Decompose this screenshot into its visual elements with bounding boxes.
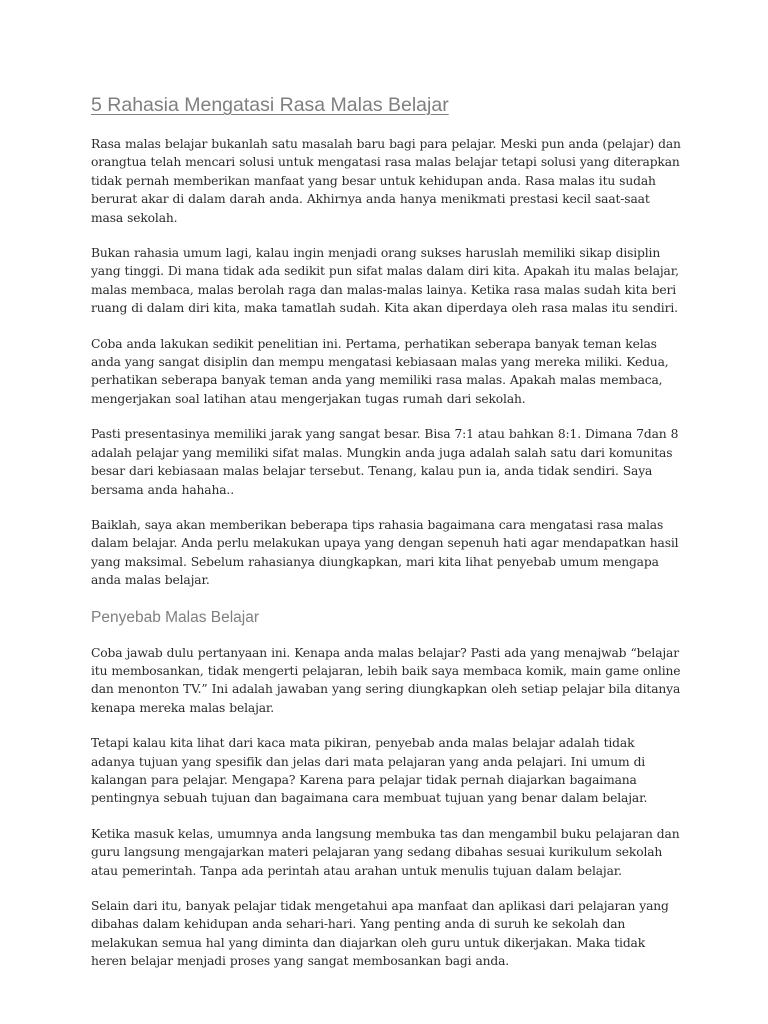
section-paragraph-4: Selain dari itu, banyak pelajar tidak mengetahui apa manfaat dan aplikasi dari pelajaran yang dibahas dalam kehidupan anda sehari-hari. Yang penting anda di suruh ke sekolah dan melakukan semua hal yang diminta dan diajarkan oleh guru untuk dikerjakan. Maka tidak heren belajar menjadi proses yang sangat membosankan bagi anda. [91,899,669,969]
intro-paragraph-1: Rasa malas belajar bukanlah satu masalah baru bagi para pelajar. Meski pun anda (pelajar) dan orangtua telah mencari solusi untuk mengatasi rasa malas belajar tetapi solusi yang diterapkan tidak pernah memberikan manfaat yang besar untuk kehidupan anda. Rasa malas itu sudah berurat akar di dalam darah anda. Akhirnya anda hanya menikmati prestasi kecil saat-saat masa sekolah. [91,137,681,225]
document-title: 5 Rahasia Mengatasi Rasa Malas Belajar [91,94,449,116]
section-paragraph-2: Tetapi kalau kita lihat dari kaca mata pikiran, penyebab anda malas belajar adalah tidak adanya tujuan yang spesifik dan jelas dari mata pelajaran yang anda pelajari. Ini umum di kalangan para pelajar. Mengapa? Karena para pelajar tidak pernah diajarkan bagaimana pentingnya sebuah tujuan dan bagaimana cara membuat tujuan yang benar dalam belajar. [91,736,648,806]
section-heading: Penyebab Malas Belajar [91,608,260,626]
section-paragraph-3: Ketika masuk kelas, umumnya anda langsung membuka tas dan mengambil buku pelajaran dan guru langsung mengajarkan materi pelajaran yang sedang dibahas sesuai kurikulum sekolah atau pemerintah. Tanpa ada perintah atau arahan untuk menulis tujuan dalam belajar. [91,826,680,878]
intro-paragraph-5: Baiklah, saya akan memberikan beberapa tips rahasia bagaimana cara mengatasi rasa malas dalam belajar. Anda perlu melakukan upaya yang dengan sepenuh hati agar mendapatkan hasil yang maksimal. Sebelum rahasianya diungkapkan, mari kita lihat penyebab umum mengapa anda malas belajar. [91,517,679,588]
intro-paragraph-2: Bukan rahasia umum lagi, kalau ingin menjadi orang sukses haruslah memiliki sikap disiplin yang tinggi. Di mana tidak ada sedikit pun sifat malas dalam diri kita. Apakah itu malas belajar, malas membaca, malas berolah raga dan malas-malas lainya. Ketika rasa malas sudah kita beri ruang di dalam diri kita, maka tamatlah sudah. Kita akan diperdaya oleh rasa malas itu sendiri. [91,246,679,316]
section-paragraph-1: Coba jawab dulu pertanyaan ini. Kenapa anda malas belajar? Pasti ada yang menajwab “belajar itu membosankan, tidak mengerti pelajaran, lebih baik saya membaca komik, main game online dan menonton TV.” Ini adalah jawaban yang sering diungkapkan oleh setiap pelajar bila ditanya kenapa mereka malas belajar. [91,645,681,715]
intro-paragraph-3: Coba anda lakukan sedikit penelitian ini. Pertama, perhatikan seberapa banyak teman kelas anda yang sangat disiplin dan mempu mengatasi kebiasaan malas yang mereka miliki. Kedua, perhatikan seberapa banyak teman anda yang memiliki rasa malas. Apakah malas membaca, mengerjakan soal latihan atau mengerjakan tugas rumah dari sekolah. [91,336,669,406]
document-page [91,92,681,988]
intro-paragraph-4: Pasti presentasinya memiliki jarak yang sangat besar. Bisa 7:1 atau bahkan 8:1. Dimana 7dan 8 adalah pelajar yang memiliki sifat malas. Mungkin anda juga adalah salah satu dari komunitas besar dari kebiasaan malas belajar tersebut. Tenang, kalau pun ia, anda tidak sendiri. Saya bersama anda hahaha.. [91,427,679,497]
